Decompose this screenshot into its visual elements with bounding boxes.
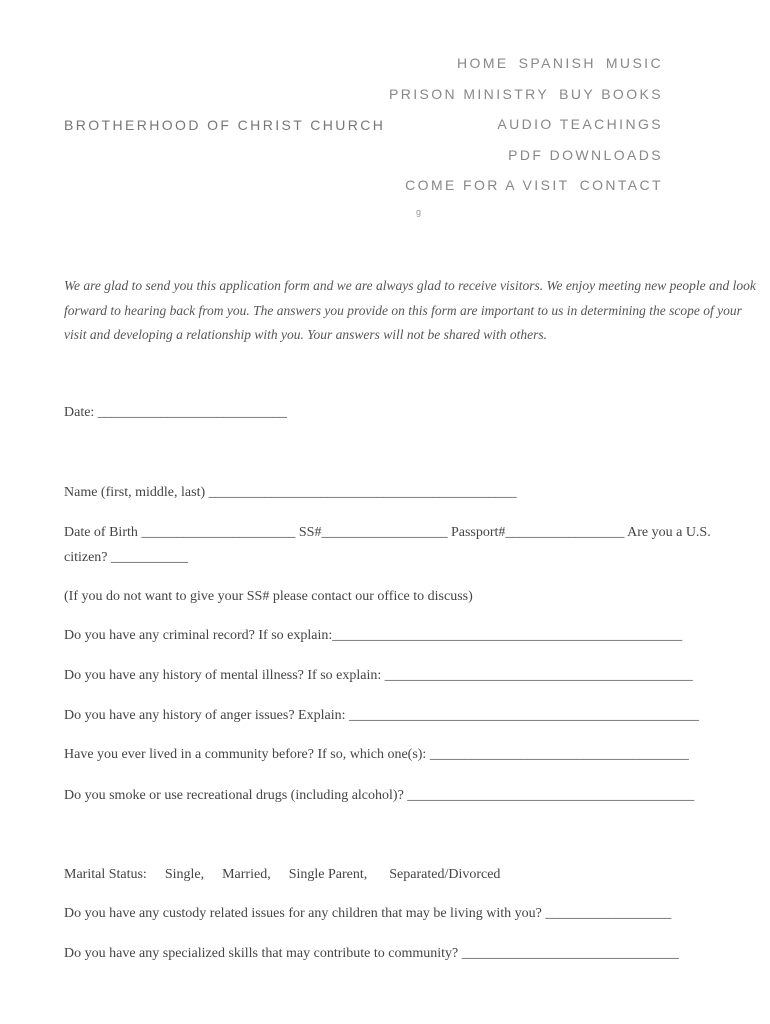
skills-field: Do you have any specialized skills that may contribute to community? _______________________________ bbox=[64, 946, 679, 961]
nav-row-3 bbox=[497, 116, 663, 132]
stray-mark: g bbox=[416, 207, 422, 217]
nav-come-for-a-visit[interactable]: COME FOR A VISIT bbox=[405, 177, 570, 193]
nav-audio-teachings[interactable]: AUDIO TEACHINGS bbox=[497, 116, 663, 132]
nav-buy-books[interactable]: BUY BOOKS bbox=[559, 86, 663, 102]
nav-home[interactable]: HOME bbox=[457, 55, 509, 71]
marital-status-label: Marital Status: bbox=[64, 867, 147, 882]
nav-contact[interactable]: CONTACT bbox=[579, 177, 663, 193]
nav-row-2 bbox=[389, 86, 663, 102]
nav-row-4 bbox=[508, 147, 663, 163]
marital-status-row bbox=[64, 867, 500, 883]
nav-prison-ministry[interactable]: PRISON MINISTRY bbox=[388, 86, 550, 102]
intro-line: forward to hearing back from you. The answers you provide on this form are important to us in determining the scope of your bbox=[64, 302, 742, 318]
nav-music[interactable]: MUSIC bbox=[605, 55, 663, 71]
nav-pdf-downloads[interactable]: PDF DOWNLOADS bbox=[508, 147, 663, 163]
intro-line: We are glad to send you this application form and we are always glad to receive visitors. We enjoy meeting new people and look bbox=[64, 278, 756, 293]
mental-illness-field: Do you have any history of mental illness? If so explain: ____________________________________________ bbox=[64, 668, 693, 683]
community-field: Have you ever lived in a community before? If so, which one(s): _____________________________________ bbox=[64, 747, 689, 762]
marital-option-married: Married, bbox=[222, 867, 271, 882]
intro-paragraph bbox=[64, 274, 770, 348]
criminal-record-field: Do you have any criminal record? If so explain:__________________________________________________ bbox=[64, 628, 683, 643]
citizen-field: citizen? ___________ bbox=[64, 550, 189, 565]
marital-option-separated-divorced: Separated/Divorced bbox=[389, 867, 501, 882]
nav-row-1 bbox=[457, 55, 663, 71]
nav-row-5 bbox=[405, 177, 663, 193]
nav-spanish[interactable]: SPANISH bbox=[518, 55, 596, 71]
custody-field: Do you have any custody related issues for any children that may be living with you? __________________ bbox=[64, 906, 672, 921]
marital-option-single: Single, bbox=[164, 867, 205, 882]
date-field: Date: ___________________________ bbox=[64, 405, 287, 420]
name-field: Name (first, middle, last) ____________________________________________ bbox=[64, 485, 517, 500]
smoke-drugs-field: Do you smoke or use recreational drugs (including alcohol)? _________________________________________ bbox=[64, 788, 695, 803]
ss-note: (If you do not want to give your SS# please contact our office to discuss) bbox=[64, 589, 473, 604]
site-title[interactable]: BROTHERHOOD OF CHRIST CHURCH bbox=[64, 117, 386, 133]
intro-line: visit and developing a relationship with you. Your answers will not be shared with others. bbox=[64, 327, 548, 342]
marital-option-single-parent: Single Parent, bbox=[288, 867, 368, 882]
anger-issues-field: Do you have any history of anger issues? Explain: __________________________________________________ bbox=[64, 708, 699, 723]
dob-ss-passport-field: Date of Birth ______________________ SS#__________________ Passport#_________________ Are you a U.S. bbox=[64, 525, 711, 540]
